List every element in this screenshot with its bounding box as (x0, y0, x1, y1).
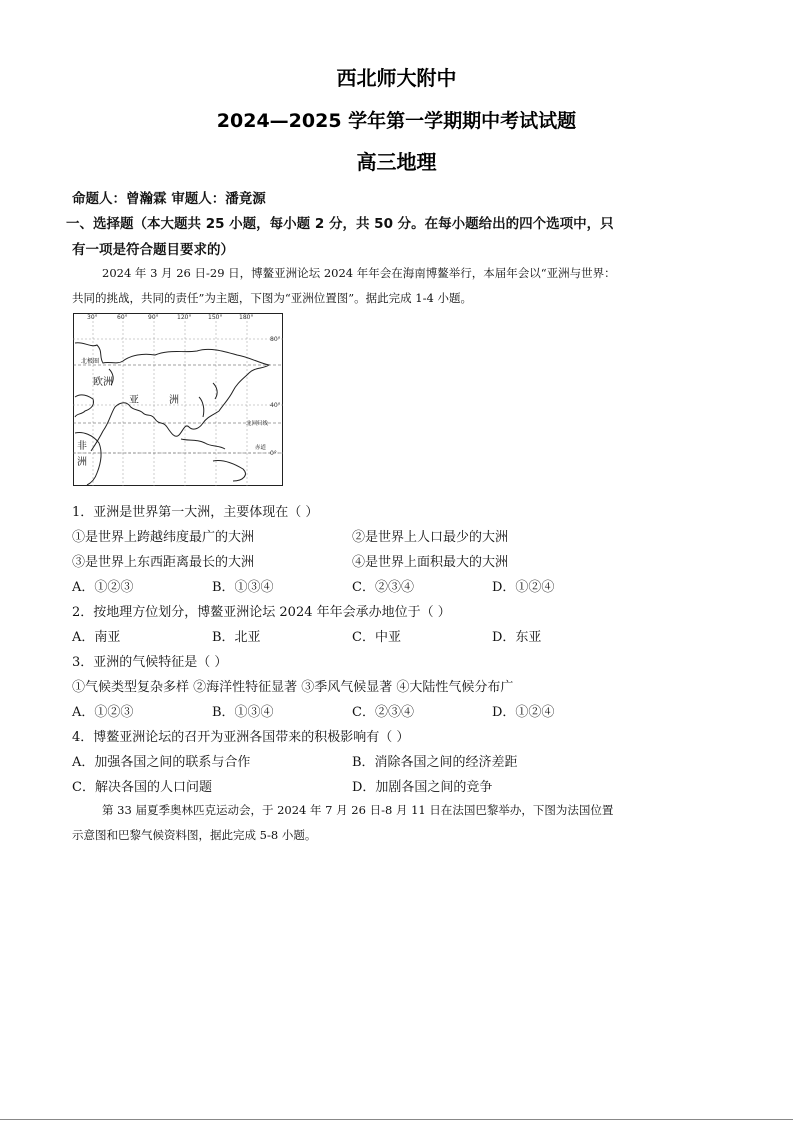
intro1-line1: 2024 年 3 月 26 日-29 日，博鳌亚洲论坛 2024 年年会在海南博鳌举行，本届年会以“亚洲与世界： (102, 266, 616, 280)
section-heading-line1: 一、选择题（本大题共 25 小题，每小题 2 分，共 50 分。在每小题给出的四个选项中，只 (66, 216, 614, 232)
q2-option-d: D．东亚 (492, 630, 542, 645)
q4-option-d: D．加剧各国之间的竞争 (352, 780, 493, 795)
q4-option-a: A．加强各国之间的联系与合作 (72, 755, 251, 770)
equator-label: 赤道 (255, 445, 267, 451)
africa-label-1: 非 (77, 441, 87, 452)
q3-option-a: A．①②③ (72, 705, 134, 720)
lon-label-180: 180° (239, 314, 254, 321)
q3-statements: ①气候类型复杂多样 ②海洋性特征显著 ③季风气候显著 ④大陆性气候分布广 (72, 680, 514, 695)
lon-label-150: 150° (208, 314, 223, 321)
q4-option-c: C．解决各国的人口问题 (72, 780, 212, 795)
asia-label-2: 洲 (169, 395, 179, 406)
q1-option-a: A．①②③ (72, 580, 134, 595)
asia-label-1: 亚 (129, 395, 139, 406)
q1-option-c: C．②③④ (352, 580, 414, 595)
intro1-line2: 共同的挑战，共同的责任”为主题，下图为“亚洲位置图”。据此完成 1-4 小题。 (72, 291, 472, 305)
q2-option-a: A．南亚 (72, 630, 121, 645)
lon-label-120: 120° (177, 314, 192, 321)
q1-statement-2: ②是世界上人口最少的大洲 (352, 530, 509, 545)
lat-label-80: 80° (270, 336, 281, 343)
exam-title: 2024—2025 学年第一学期期中考试试题 (216, 110, 577, 132)
europe-label: 欧洲 (93, 377, 113, 388)
q2-option-b: B．北亚 (212, 630, 261, 645)
q1-statement-4: ④是世界上面积最大的大洲 (352, 555, 509, 570)
q1-statement-3: ③是世界上东西距离最长的大洲 (72, 555, 255, 570)
q4-option-b: B．消除各国之间的经济差距 (352, 755, 518, 770)
subject-title: 高三地理 (356, 150, 437, 174)
tropic-label: 北回归线 (246, 421, 269, 427)
q4-stem: 4．博鳌亚洲论坛的召开为亚洲各国带来的积极影响有（ ） (72, 730, 410, 745)
q1-option-d: D．①②④ (492, 580, 555, 595)
intro2-line2: 示意图和巴黎气候资料图，据此完成 5-8 小题。 (72, 828, 317, 842)
arctic-circle-label: 北极圈 (81, 358, 100, 365)
africa-label-2: 洲 (77, 457, 87, 468)
q1-statement-1: ①是世界上跨越纬度最广的大洲 (72, 530, 255, 545)
q3-stem: 3．亚洲的气候特征是（ ） (72, 655, 228, 670)
q1-option-b: B．①③④ (212, 580, 274, 595)
lat-label-40: 40° (270, 402, 281, 409)
lat-label-0: 0° (270, 450, 277, 457)
q3-option-d: D．①②④ (492, 705, 555, 720)
q1-stem: 1．亚洲是世界第一大洲，主要体现在（ ） (72, 505, 319, 520)
q3-option-c: C．②③④ (352, 705, 414, 720)
q2-stem: 2．按地理方位划分，博鳌亚洲论坛 2024 年年会承办地位于（ ） (72, 605, 451, 620)
lon-label-60: 60° (117, 314, 128, 321)
authors-line: 命题人：曾瀚霖 审题人：潘竟源 (72, 191, 266, 207)
school-name: 西北师大附中 (336, 66, 457, 90)
page-bottom-rule (0, 1119, 793, 1120)
q2-option-c: C．中亚 (352, 630, 401, 645)
q3-option-b: B．①③④ (212, 705, 274, 720)
lon-label-90: 90° (148, 314, 159, 321)
asia-location-map (73, 313, 283, 486)
section-heading-line2: 有一项是符合题目要求的） (72, 242, 234, 258)
lon-label-30: 30° (87, 314, 98, 321)
intro2-line1: 第 33 届夏季奥林匹克运动会，于 2024 年 7 月 26 日-8 月 11 日在法国巴黎举办，下图为法国位置 (102, 803, 614, 817)
